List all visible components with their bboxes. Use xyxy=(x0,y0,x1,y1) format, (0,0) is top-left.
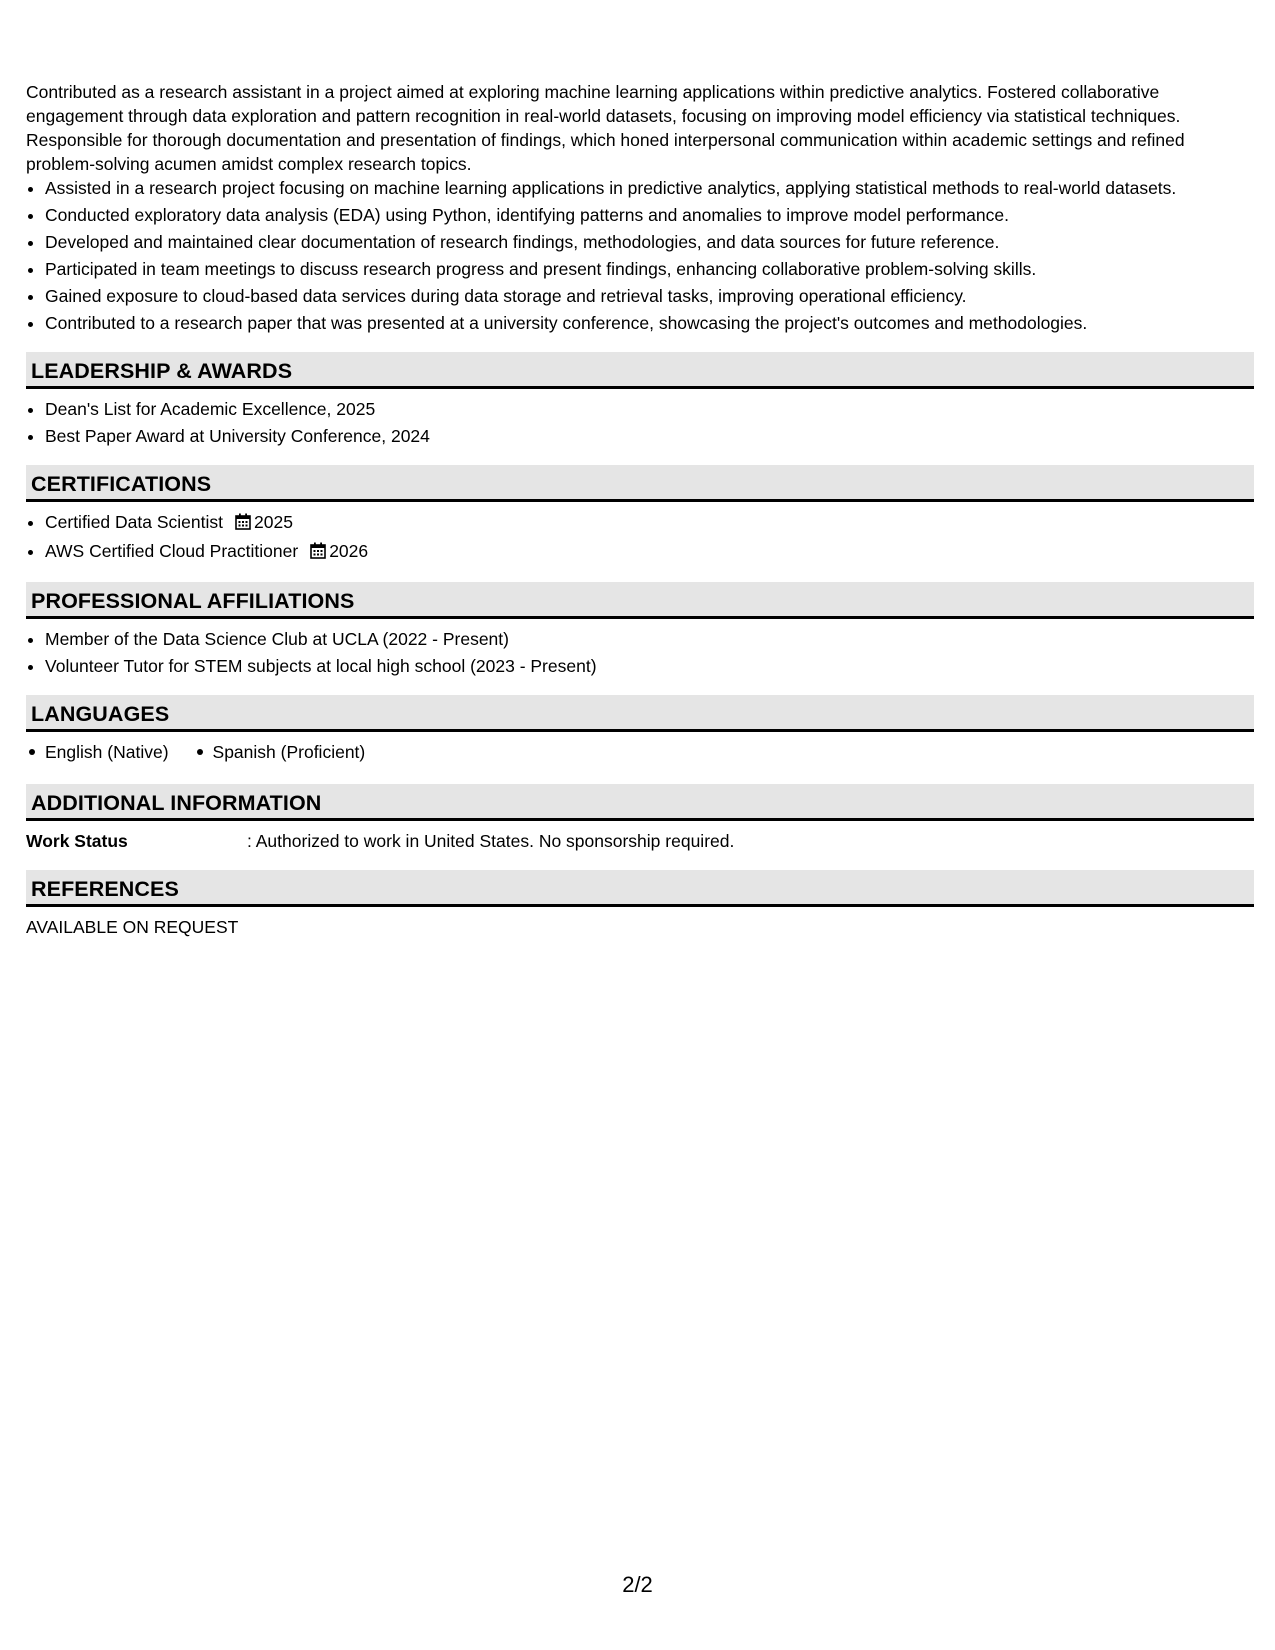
references-section xyxy=(26,870,1254,939)
certification-year: 2026 xyxy=(329,541,369,561)
list-item: • Contributed to a research paper that was presented at a university conference, showcasing the project's outcomes and methodologies. xyxy=(45,311,1254,335)
certifications-section xyxy=(26,465,1254,565)
list-item: • Conducted exploratory data analysis (EDA) using Python, identifying patterns and anomalies to improve model performance. xyxy=(45,203,1254,227)
work-status-label: Work Status xyxy=(26,831,128,851)
list-item: • Gained exposure to cloud-based data services during data storage and retrieval tasks, improving operational efficiency. xyxy=(45,284,1254,308)
additional-info-section xyxy=(26,784,1254,853)
affiliations-list xyxy=(26,627,1254,678)
section-heading: LEADERSHIP & AWARDS xyxy=(26,352,1254,389)
list-item: Spanish (Proficient) xyxy=(194,740,366,764)
certifications-list xyxy=(26,510,1254,565)
section-heading: LANGUAGES xyxy=(26,695,1254,732)
references-text: AVAILABLE ON REQUEST xyxy=(26,917,239,937)
list-item: • Assisted in a research project focusing on machine learning applications in predictive analytics, applying statistical methods to real-world datasets. xyxy=(45,176,1254,200)
list-item: • Member of the Data Science Club at UCLA (2022 - Present) xyxy=(45,627,1254,651)
list-item xyxy=(45,510,1254,536)
certification-name: Certified Data Scientist xyxy=(45,512,223,532)
certification-year: 2025 xyxy=(254,512,293,532)
affiliations-section xyxy=(26,582,1254,678)
list-item: • Best Paper Award at University Conference, 2024 xyxy=(45,424,1254,448)
list-item: • Dean's List for Academic Excellence, 2025 xyxy=(45,397,1254,421)
work-status-row xyxy=(26,829,1254,853)
calendar-icon xyxy=(310,541,326,565)
experience-summary: Contributed as a research assistant in a project aimed at exploring machine learning applications within predictive analytics. Fostered collaborative engagement through data exploration and pattern recognition in real-world datasets, focusing on improving model efficiency via statistical techniques. Responsible for thorough documentation and presentation of findings, which honed interpersonal communication within academic settings and refined problem-solving acumen amidst complex research topics. xyxy=(26,82,1185,174)
leadership-section xyxy=(26,352,1254,448)
page-number: 2/2 xyxy=(622,1572,653,1597)
work-status-value: : Authorized to work in United States. No sponsorship required. xyxy=(247,831,735,851)
section-heading: ADDITIONAL INFORMATION xyxy=(26,784,1254,821)
leadership-list xyxy=(26,397,1254,448)
list-item: • Volunteer Tutor for STEM subjects at local high school (2023 - Present) xyxy=(45,654,1254,678)
section-heading: REFERENCES xyxy=(26,870,1254,907)
languages-list xyxy=(26,740,1254,767)
calendar-icon xyxy=(235,512,251,536)
list-item: • Participated in team meetings to discuss research progress and present findings, enhancing collaborative problem-solving skills. xyxy=(45,257,1254,281)
list-item: English (Native) xyxy=(26,740,169,764)
section-heading: PROFESSIONAL AFFILIATIONS xyxy=(26,582,1254,619)
list-item xyxy=(45,539,1254,565)
languages-section xyxy=(26,695,1254,767)
resume-page xyxy=(26,80,1254,939)
section-heading: CERTIFICATIONS xyxy=(26,465,1254,502)
experience-bullet-list xyxy=(26,176,1254,335)
certification-name: AWS Certified Cloud Practitioner xyxy=(45,541,299,561)
list-item: • Developed and maintained clear documentation of research findings, methodologies, and data sources for future reference. xyxy=(45,230,1254,254)
